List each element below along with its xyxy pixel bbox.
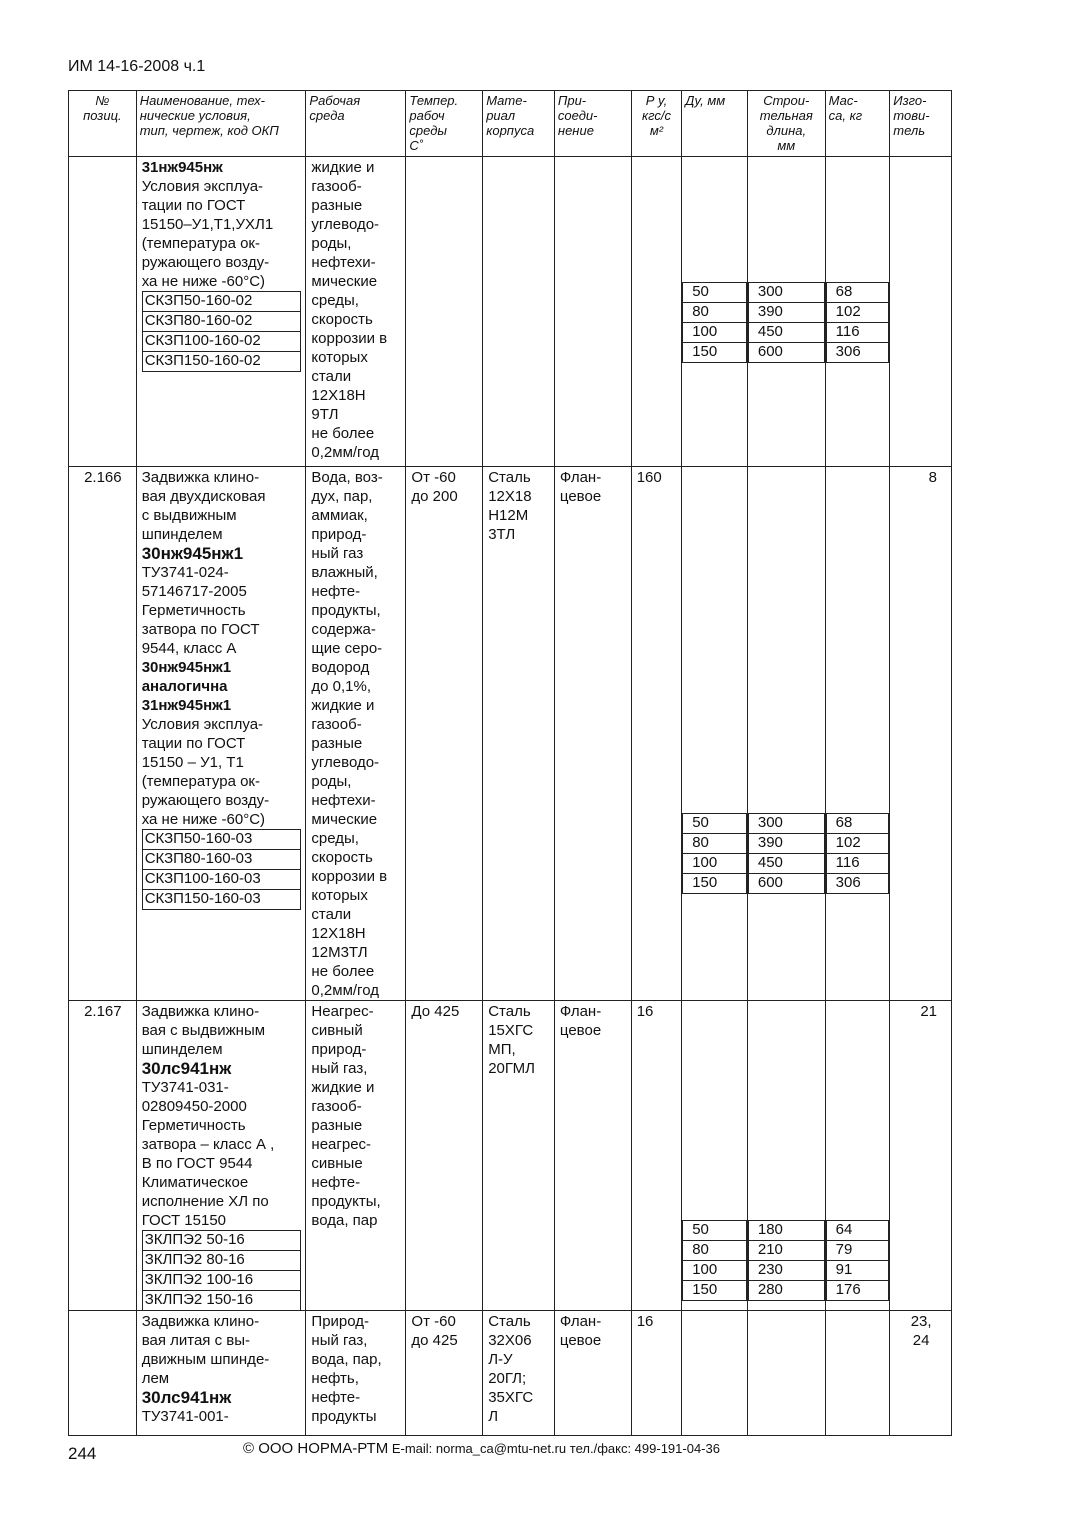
name-cell: [136, 1001, 306, 1311]
name-line: Условия эксплуа- тации по ГОСТ 15150 – У1, Т1 (температура ок- ружающего возду- ха не ниже -60°С): [141, 716, 270, 828]
length-value: 300: [748, 813, 825, 833]
valve-spec-table: [68, 90, 952, 1436]
mass-list: [831, 282, 886, 363]
length-value: 230: [748, 1260, 825, 1280]
temperature-cell: [406, 157, 483, 467]
dn-cell: [682, 467, 748, 1001]
name-cell: [136, 157, 306, 467]
dn-value: 80: [682, 833, 747, 853]
header-pressure: Р у, кгс/с м²: [631, 91, 682, 157]
maker-cell: [890, 157, 952, 467]
model-item: ЗКЛПЭ2 80-16: [142, 1250, 302, 1271]
length-value: 390: [748, 833, 825, 853]
medium-cell: Неагрес- сивный природ- ный газ, жидкие и газооб- разные неагрес- сивные нефте- продукты, вода, пар: [306, 1001, 406, 1311]
length-value: 600: [748, 342, 825, 363]
medium-cell: Вода, воз- дух, пар, аммиак, природ- ный газ влажный, нефте- продукты, содержа- щие серо- водород до 0,1%, жидкие и газооб- разные углеводо- роды, нефтехи- мические среды, скорость коррозии в которых стали 12Х18Н 12М3ТЛ не более 0,2мм/год: [306, 467, 406, 1001]
dn-cell: [682, 1001, 748, 1311]
header-dn: Ду, мм: [682, 91, 748, 157]
name-line: Задвижка клино- вая с выдвижным шпинделем: [141, 1003, 266, 1058]
length-value: 600: [748, 873, 825, 894]
model-item: СКЗП50-160-03: [142, 829, 302, 850]
material-cell: Сталь 15ХГС МП, 20ГМЛ: [483, 1001, 555, 1311]
length-cell: [747, 467, 825, 1001]
dn-value: 150: [682, 873, 747, 894]
length-value: 280: [748, 1280, 825, 1301]
length-cell: [747, 157, 825, 467]
length-value: 210: [748, 1240, 825, 1260]
mass-value: 116: [826, 322, 890, 342]
table-row: [69, 157, 952, 467]
mass-list: [831, 813, 886, 894]
footer-company: © ООО НОРМА-РТМ: [243, 1440, 389, 1457]
temperature-cell: От -60 до 425: [406, 1311, 483, 1436]
connection-cell: Флан- цевое: [554, 1311, 631, 1436]
name-line: Задвижка клино- вая двухдисковая с выдвижным шпинделем: [141, 469, 266, 543]
length-list: [753, 282, 821, 363]
length-value: 180: [748, 1220, 825, 1240]
header-pos: № позиц.: [69, 91, 137, 157]
maker-cell: 23, 24: [890, 1311, 952, 1436]
name-line: Условия эксплуа- тации по ГОСТ 15150–У1,Т1,УХЛ1 (температура ок- ружающего возду- ха не ниже -60°С): [141, 178, 274, 290]
dn-value: 50: [682, 282, 747, 302]
mass-cell: [825, 1001, 890, 1311]
pressure-cell: [631, 157, 682, 467]
mass-value: 102: [826, 833, 890, 853]
dn-value: 80: [682, 302, 747, 322]
name-line: Задвижка клино- вая литая с вы- движным шпинде- лем: [141, 1313, 270, 1387]
position-cell: [69, 1311, 137, 1436]
length-cell: [747, 1001, 825, 1311]
length-value: 450: [748, 322, 825, 342]
table-body: [69, 157, 952, 1436]
table-row: [69, 1001, 952, 1311]
connection-cell: Флан- цевое: [554, 1001, 631, 1311]
material-cell: Сталь 12Х18 Н12М 3ТЛ: [483, 467, 555, 1001]
mass-value: 64: [826, 1220, 890, 1240]
header-material: Мате- риал корпуса: [483, 91, 555, 157]
header-maker: Изго- тови- тель: [890, 91, 952, 157]
maker-cell: 21: [890, 1001, 952, 1311]
mass-list: [831, 1220, 886, 1301]
position-cell: [69, 157, 137, 467]
dn-value: 80: [682, 1240, 747, 1260]
mass-value: 79: [826, 1240, 890, 1260]
mass-value: 116: [826, 853, 890, 873]
dn-value: 150: [682, 1280, 747, 1301]
connection-cell: Флан- цевое: [554, 467, 631, 1001]
material-cell: [483, 157, 555, 467]
length-value: 450: [748, 853, 825, 873]
dn-value: 50: [682, 1220, 747, 1240]
document-code: ИМ 14-16-2008 ч.1: [68, 58, 206, 75]
name-line: 30лс941нж: [141, 1388, 232, 1407]
model-item: СКЗП150-160-02: [142, 351, 302, 372]
pressure-cell: 160: [631, 467, 682, 1001]
header-length: Строи- тельная длина, мм: [747, 91, 825, 157]
name-line: 30нж945нж1 аналогична 31нж945нж1: [141, 659, 232, 714]
mass-value: 102: [826, 302, 890, 322]
mass-value: 176: [826, 1280, 890, 1301]
model-item: СКЗП100-160-03: [142, 869, 302, 890]
model-item: ЗКЛПЭ2 150-16: [142, 1290, 302, 1311]
dn-cell: [682, 157, 748, 467]
dn-value: 100: [682, 1260, 747, 1280]
length-list: [753, 1220, 821, 1301]
dn-value: 50: [682, 813, 747, 833]
length-list: [753, 813, 821, 894]
material-cell: Сталь 32Х06 Л-У 20ГЛ; 35ХГС Л: [483, 1311, 555, 1436]
mass-value: 91: [826, 1260, 890, 1280]
header-temperature: Темпер. рабоч среды С˚: [406, 91, 483, 157]
mass-value: 68: [826, 282, 890, 302]
header-mass: Мас- са, кг: [825, 91, 890, 157]
temperature-cell: От -60 до 200: [406, 467, 483, 1001]
header-medium: Рабочая среда: [306, 91, 406, 157]
mass-value: 306: [826, 342, 890, 363]
name-line: ТУ3741-031- 02809450-2000 Герметичность затвора – класс А , В по ГОСТ 9544 Климатическое исполнение ХЛ по ГОСТ 15150: [141, 1079, 275, 1229]
dn-value: 100: [682, 853, 747, 873]
length-value: 390: [748, 302, 825, 322]
dn-list: [687, 813, 743, 894]
temperature-cell: До 425: [406, 1001, 483, 1311]
name-cell: [136, 467, 306, 1001]
header-connection: При- соеди- нение: [554, 91, 631, 157]
mass-cell: [825, 157, 890, 467]
model-item: СКЗП80-160-02: [142, 311, 302, 332]
mass-cell: [825, 1311, 890, 1436]
table-header-row: [69, 91, 952, 157]
maker-cell: 8: [890, 467, 952, 1001]
name-line: 30нж945нж1: [141, 544, 244, 563]
name-line: 30лс941нж: [141, 1059, 232, 1078]
position-cell: 2.167: [69, 1001, 137, 1311]
footer-phone: тел./факс: 499-191-04-36: [569, 1441, 720, 1456]
dn-list: [687, 282, 743, 363]
pressure-cell: 16: [631, 1001, 682, 1311]
position-cell: 2.166: [69, 467, 137, 1001]
footer-email: E-mail: norma_ca@mtu-net.ru: [391, 1441, 567, 1456]
dn-value: 150: [682, 342, 747, 363]
model-item: СКЗП150-160-03: [142, 889, 302, 910]
model-item: ЗКЛПЭ2 50-16: [142, 1230, 302, 1251]
model-item: СКЗП80-160-03: [142, 849, 302, 870]
medium-cell: жидкие и газооб- разные углеводо- роды, нефтехи- мические среды, скорость коррозии в которых стали 12Х18Н 9ТЛ не более 0,2мм/год: [306, 157, 406, 467]
name-line: 31нж945нж: [141, 159, 223, 176]
table-row: [69, 467, 952, 1001]
mass-value: 68: [826, 813, 890, 833]
dn-list: [687, 1220, 743, 1301]
dn-value: 100: [682, 322, 747, 342]
name-line: ТУ3741-001-: [141, 1408, 229, 1425]
name-line: ТУ3741-024- 57146717-2005 Герметичность затвора по ГОСТ 9544, класс А: [141, 564, 260, 657]
length-cell: [747, 1311, 825, 1436]
mass-cell: [825, 467, 890, 1001]
header-name: Наименование, тех- нические условия, тип, чертеж, код ОКП: [136, 91, 306, 157]
length-value: 300: [748, 282, 825, 302]
table-row: [69, 1311, 952, 1436]
page-number: 244: [68, 1444, 97, 1463]
mass-value: 306: [826, 873, 890, 894]
medium-cell: Природ- ный газ, вода, пар, нефть, нефте- продукты: [306, 1311, 406, 1436]
connection-cell: [554, 157, 631, 467]
dn-cell: [682, 1311, 748, 1436]
pressure-cell: 16: [631, 1311, 682, 1436]
name-cell: [136, 1311, 306, 1436]
model-item: ЗКЛПЭ2 100-16: [142, 1270, 302, 1291]
model-item: СКЗП50-160-02: [142, 291, 302, 312]
model-item: СКЗП100-160-02: [142, 331, 302, 352]
